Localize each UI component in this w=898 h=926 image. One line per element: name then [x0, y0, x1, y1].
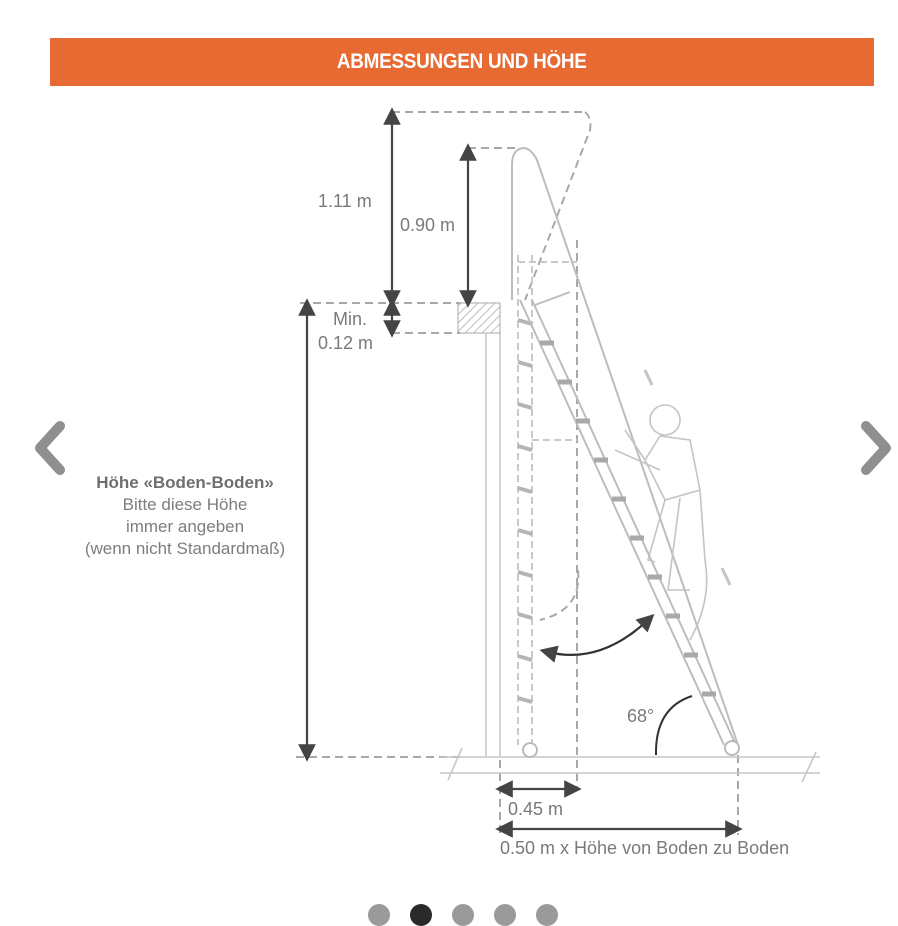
dim-base-width: 0.45 m: [508, 799, 564, 819]
chevron-left-icon: [28, 412, 68, 482]
height-note: [40, 472, 330, 560]
carousel-dot-5[interactable]: [536, 904, 558, 926]
dim-angle: 68°: [627, 706, 655, 726]
prev-slide-button[interactable]: [28, 412, 68, 482]
dim-min-label: Min.: [333, 309, 368, 329]
height-note-line2: immer angeben: [125, 517, 245, 536]
angle-arc: [656, 696, 692, 755]
dim-min-value: 0.12 m: [318, 333, 374, 353]
carousel-dot-4[interactable]: [494, 904, 516, 926]
carousel-dot-2[interactable]: [410, 904, 432, 926]
platform-edge: [458, 303, 500, 333]
banner-title: ABMESSUNGEN UND HÖHE: [337, 50, 587, 73]
climber-figure: [615, 370, 730, 640]
height-note-title: Höhe «Boden-Boden»: [96, 473, 274, 492]
carousel-dot-1[interactable]: [368, 904, 390, 926]
next-slide-button[interactable]: [858, 412, 898, 482]
dim-footprint: 0.50 m x Höhe von Boden zu Boden: [500, 838, 790, 858]
chevron-right-icon: [858, 412, 898, 482]
carousel-dot-3[interactable]: [452, 904, 474, 926]
carousel-pagination: [368, 904, 558, 926]
reference-lines: [296, 112, 738, 835]
dim-total-height: 1.11 m: [318, 191, 372, 211]
height-note-line1: Bitte diese Höhe: [122, 495, 248, 514]
dim-handrail-height: 0.90 m: [400, 215, 456, 235]
swing-arrow: [548, 620, 648, 655]
height-note-line3: (wenn nicht Standardmaß): [84, 539, 286, 558]
